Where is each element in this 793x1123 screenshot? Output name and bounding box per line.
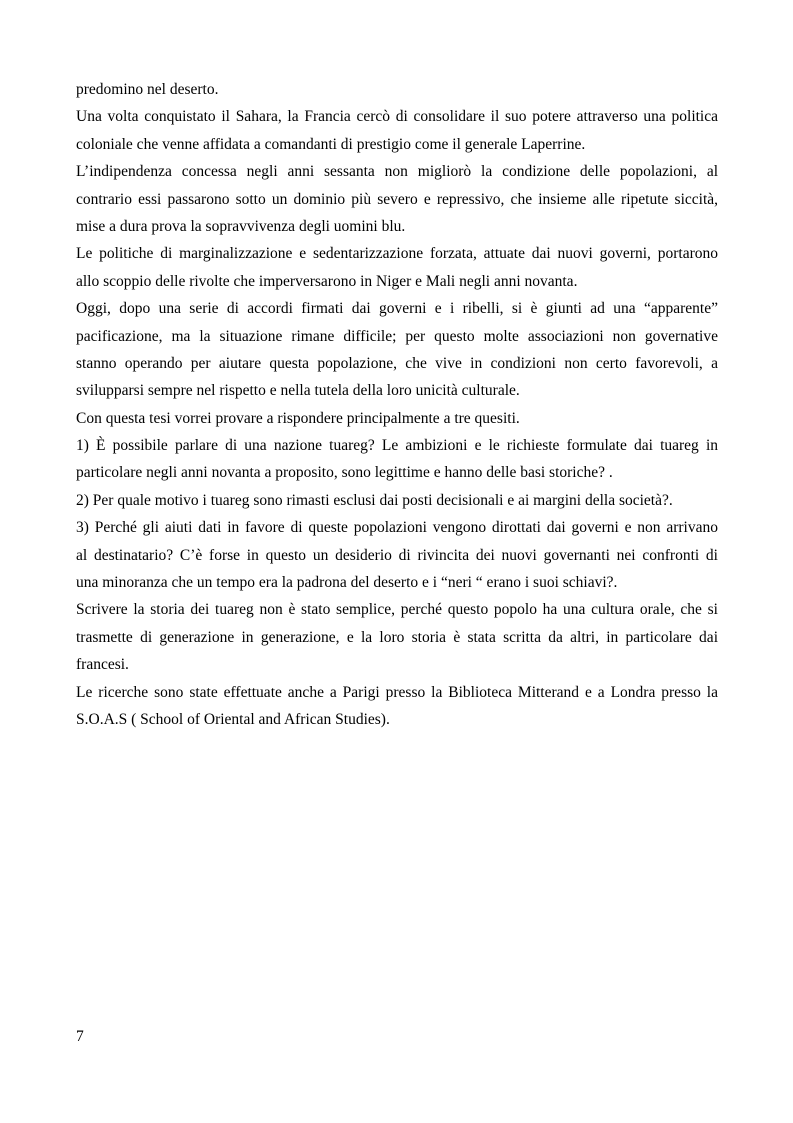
text-line: Le politiche di marginalizzazione e sedentarizzazione forzata, attuate dai nuovi governi, portarono (76, 245, 718, 263)
text-line: francesi. (76, 656, 129, 674)
paragraph (76, 596, 718, 678)
text-line: Oggi, dopo una serie di accordi firmati dai governi e i ribelli, si è giunti ad una “apparente” (76, 300, 718, 318)
text-line: coloniale che venne affidata a comandanti di prestigio come il generale Laperrine. (76, 135, 586, 153)
paragraph (76, 295, 718, 405)
text-line: S.O.A.S ( School of Oriental and African Studies). (76, 710, 390, 728)
paragraph (76, 240, 718, 295)
paragraph (76, 487, 718, 514)
text-line: una minoranza che un tempo era la padrona del deserto e i “neri “ erano i suoi schiavi?. (76, 574, 618, 592)
paragraph (76, 158, 718, 240)
text-line: trasmette di generazione in generazione, e la loro storia è stata scritta da altri, in particolare dai (76, 628, 718, 646)
text-line: L’indipendenza concessa negli anni sessanta non migliorò la condizione delle popolazioni, al (76, 163, 718, 181)
text-line: 3) Perché gli aiuti dati in favore di queste popolazioni vengono dirottati dai governi e non arrivano (76, 519, 718, 537)
text-line: mise a dura prova la sopravvivenza degli uomini blu. (76, 217, 406, 235)
body-text (76, 76, 718, 733)
text-line: allo scoppio delle rivolte che imperversarono in Niger e Mali negli anni novanta. (76, 272, 578, 290)
text-line: Una volta conquistato il Sahara, la Francia cercò di consolidare il suo potere attraverso una politica (76, 108, 718, 126)
paragraph (76, 432, 718, 487)
text-line: Scrivere la storia dei tuareg non è stato semplice, perché questo popolo ha una cultura orale, che si (76, 601, 718, 619)
paragraph (76, 679, 718, 734)
paragraph (76, 103, 718, 158)
text-line: 1) È possibile parlare di una nazione tuareg? Le ambizioni e le richieste formulate dai tuareg in (76, 437, 718, 455)
paragraph (76, 76, 718, 103)
text-line: stanno operando per aiutare questa popolazione, che vive in condizioni non certo favorevoli, a (76, 354, 718, 372)
text-line: al destinatario? C’è forse in questo un desiderio di rivincita dei nuovi governanti nei confronti di (76, 546, 718, 564)
text-line: Le ricerche sono state effettuate anche a Parigi presso la Biblioteca Mitterand e a Londra presso la (76, 683, 718, 701)
text-line: pacificazione, ma la situazione rimane difficile; per questo molte associazioni non governative (76, 327, 718, 345)
paragraph (76, 514, 718, 596)
text-line: predomino nel deserto. (76, 81, 219, 98)
text-line: svilupparsi sempre nel rispetto e nella tutela della loro unicità culturale. (76, 382, 520, 400)
page-number: 7 (76, 1028, 84, 1045)
paragraph (76, 405, 718, 432)
text-line: contrario essi passarono sotto un dominio più severo e repressivo, che insieme alle ripetute siccità, (76, 190, 718, 208)
text-line: Con questa tesi vorrei provare a rispondere principalmente a tre quesiti. (76, 409, 520, 427)
text-line: 2) Per quale motivo i tuareg sono rimasti esclusi dai posti decisionali e ai margini della società?. (76, 491, 673, 509)
text-line: particolare negli anni novanta a proposito, sono legittime e hanno delle basi storiche? . (76, 464, 613, 482)
